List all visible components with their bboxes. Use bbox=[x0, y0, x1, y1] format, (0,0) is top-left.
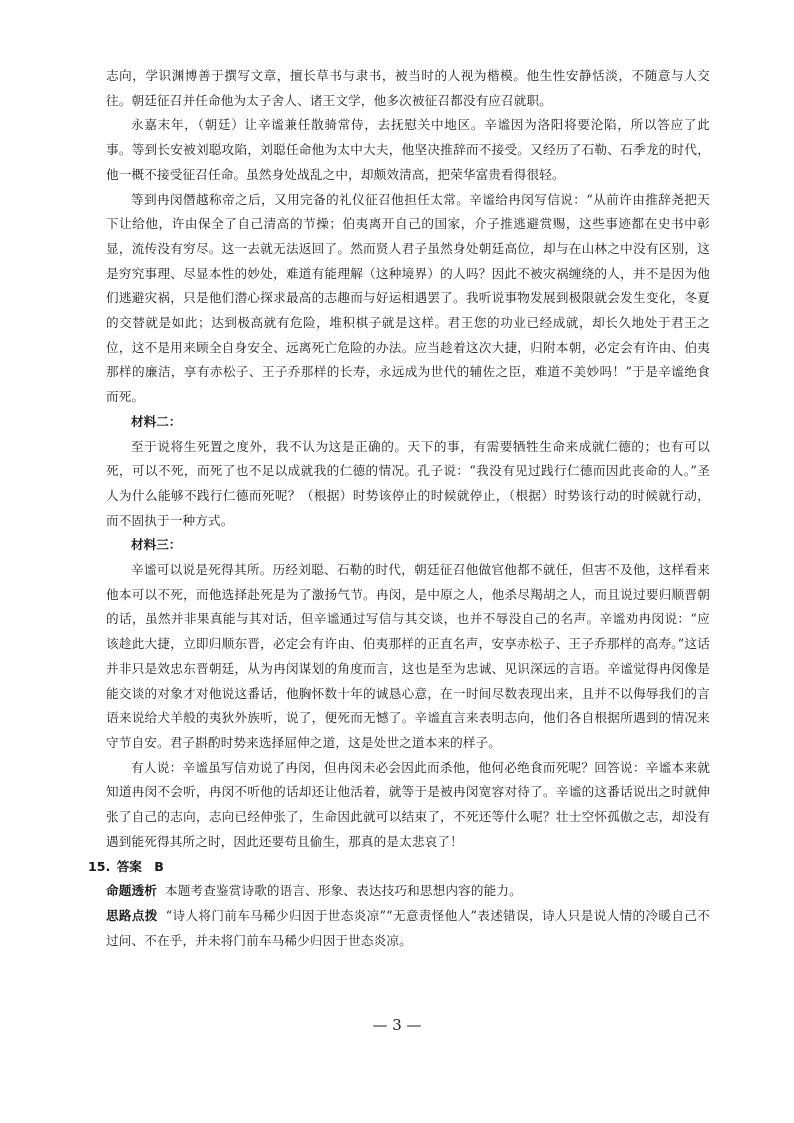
material-one-paragraph-1: 志向，学识渊博善于撰写文章，擅长草书与隶书，被当时的人视为楷模。他生性安静恬淡，不随意与人交往。朝廷征召并任命他为太子舍人、诸王文学，他多次被征召都没有应召就职。 bbox=[106, 68, 710, 108]
material-one-paragraph-2: 永嘉末年，（朝廷）让辛谧兼任散骑常侍，去抚慰关中地区。辛谧因为洛阳将要沦陷，所以答应了此事。等到长安被刘聪攻陷，刘聪任命他为太中大夫，他坚决推辞而不接受。又经历了石勒、石季龙的时代，他一概不接受征召任命。虽然身处战乱之中，却颇效清高，把荣华富贵看得很轻。 bbox=[106, 117, 710, 182]
question-15-hint bbox=[106, 904, 710, 953]
hint-text: “诗人将门前车马稀少归因于世态炎凉”“无意责怪他人”表述错误，诗人只是说人情的冷暖自己不过问、不在乎，并未将门前车马稀少归因于世态炎凉。 bbox=[106, 907, 710, 948]
answer-value: B bbox=[154, 858, 164, 874]
material-three-paragraph-1: 辛谧可以说是死得其所。历经刘聪、石勒的时代，朝廷征召他做官他都不就任，但害不及他，这样看来他本可以不死，而他选择赴死是为了激扬气节。冉闵，是中原之人，他杀尽羯胡之人，而且说过要归顺晋朝的话，虽然并非果真能与其对话，但辛谧通过写信与其交谈，也并不辱没自己的名声。辛谧劝冉闵说：“应该趁此大捷，立即归顺东晋，必定会有许由、伯夷那样的正直名声，安享赤松子、王子乔那样的高寿。”这话并非只是效忠东晋朝廷，从为冉闵谋划的角度而言，这也是至为忠诚、见识深远的言语。辛谧觉得冉闵像是能交谈的对象才对他说这番话，他胸怀数十年的诚恳心意，在一时间尽数表现出来，且并不以侮辱我们的言语来说给犬羊般的夷狄外族听，说了，便死而无憾了。辛谧直言来表明志向，他们各自根据所遇到的情况来守节自安。君子斟酌时势来选择屈伸之道，这是处世之道本来的样子。 bbox=[106, 562, 710, 750]
material-two-heading: 材料二： bbox=[131, 413, 182, 429]
analysis-text: 本题考查鉴赏诗歌的语言、形象、表达技巧和思想内容的能力。 bbox=[164, 883, 522, 899]
material-three-heading: 材料三： bbox=[131, 537, 182, 553]
question-number: 15. bbox=[88, 858, 111, 874]
material-three-paragraph-2: 有人说：辛谧虽写信劝说了冉闵，但冉闵未必会因此而杀他，他何必绝食而死呢？回答说：辛谧本来就知道冉闵不会听，冉闵不听他的话却还让他活着，就等于是被冉闵宽容对待了。辛谧的这番话说出之时就伸张了自己的志向，志向已经伸张了，生命因此就可以结束了，不死还等什么呢？壮士空怀孤傲之志，却没有遇到能死得其所之时，因此还要苟且偷生，那真的是太悲哀了！ bbox=[106, 759, 710, 849]
page-number: — 3 — bbox=[372, 1016, 422, 1034]
page-content bbox=[88, 64, 710, 953]
hint-label: 思路点拨 bbox=[106, 907, 158, 923]
answer-label: 答案 bbox=[116, 858, 142, 874]
material-two-paragraph-1: 至于说将生死置之度外，我不认为这是正确的。天下的事，有需要牺牲生命来成就仁德的；也有可以死，可以不死，而死了也不足以成就我的仁德的情况。孔子说：“我没有见过践行仁德而因此丧命的人。”圣人为什么能够不践行仁德而死呢？（根据）时势该停止的时候就停止，（根据）时势该行动的时候就行动，而不固执于一种方式。 bbox=[106, 438, 710, 528]
question-15-analysis bbox=[106, 879, 710, 904]
material-one-paragraph-3: 等到冉闵僭越称帝之后，又用完备的礼仪征召他担任太常。辛谧给冉闵写信说：“从前许由推辞尧把天下让给他，许由保全了自己清高的节操；伯夷离开自己的国家，介子推逃避赏赐，这些事迹都在史书中彰显，流传没有穷尽。这一去就无法返回了。然而贤人君子虽然身处朝廷高位，却与在山林之中没有区别，这是穷究事理、尽显本性的妙处，难道有能理解（这种境界）的人吗？因此不被灾祸缠绕的人，并不是因为他们逃避灾祸，只是他们潜心探求最高的志趣而与好运相遇罢了。我听说事物发展到极限就会发生变化，冬夏的交替就是如此；达到极高就有危险，堆积棋子就是这样。君王您的功业已经成就，却长久地处于君王之位，这不是用来顾全自身安全、远离死亡危险的办法。应当趁着这次大捷，归附本朝，必定会有许由、伯夷那样的廉洁，享有赤松子、王子乔那样的长寿，永远成为世代的辅佐之臣，难道不美妙吗！”于是辛谧绝食而死。 bbox=[106, 191, 710, 405]
question-15-answer bbox=[88, 855, 710, 880]
analysis-label: 命题透析 bbox=[106, 883, 157, 899]
